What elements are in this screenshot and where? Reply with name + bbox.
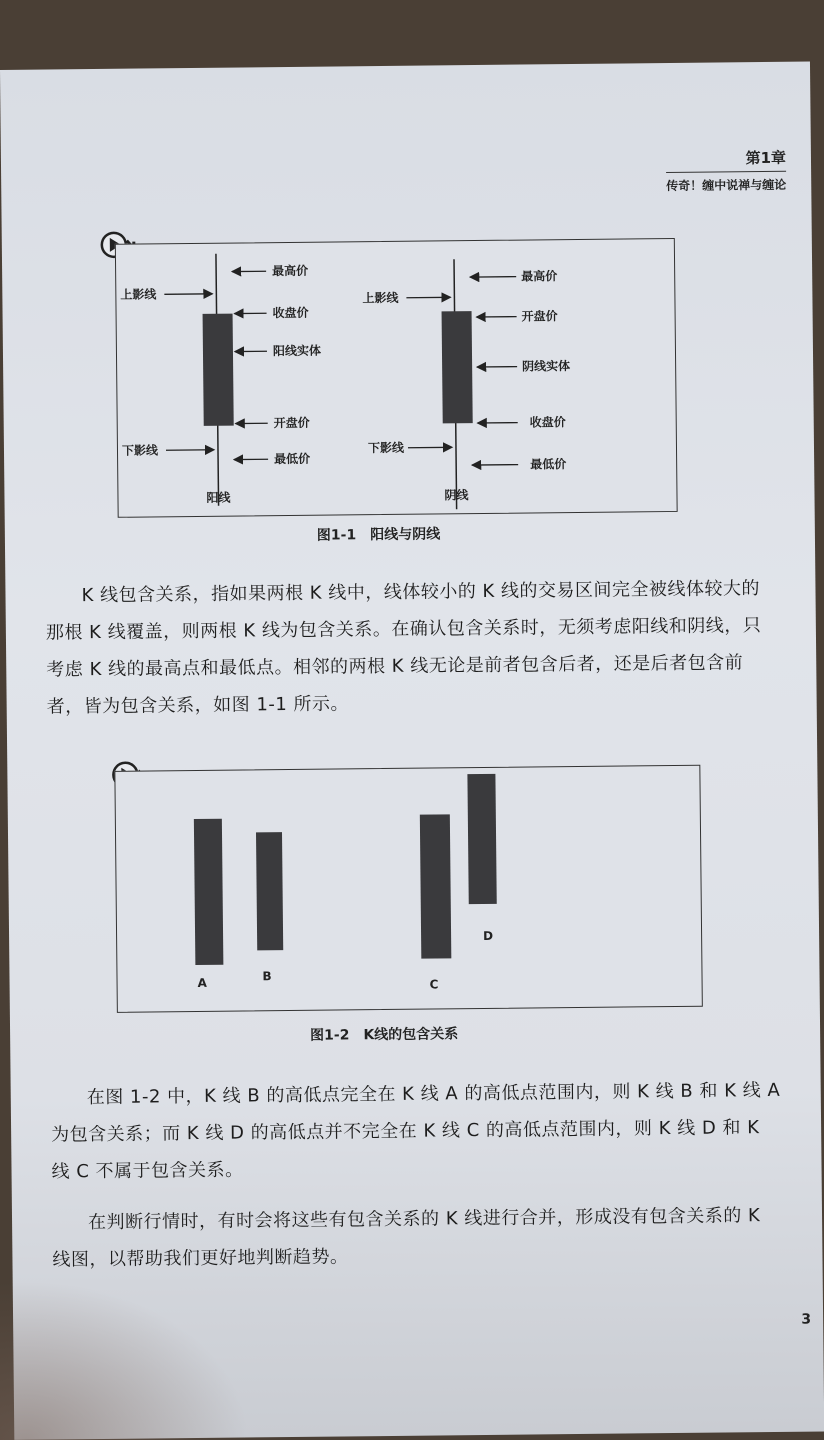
bar-b-label: B [262,969,272,984]
chapter-title: 传奇！缠中说禅与缠论 [666,177,787,194]
paragraph-2 [51,1072,782,1191]
bar-a-label: A [197,975,207,990]
yang-label-close: 收盘价 [272,305,309,321]
yang-label-open: 开盘价 [273,415,310,431]
yin-name: 阴线 [444,488,469,503]
paragraph-1 [45,570,777,726]
bar-b [256,832,283,950]
yang-lower-shadow: 下影线 [121,443,159,458]
figure-1-1-diagram [116,239,677,517]
yang-label-low: 最低价 [274,451,311,467]
yin-label-high: 最高价 [521,269,558,284]
chapter-number: 第1章 [666,147,786,173]
figure-1-1-caption: 图1-1 阳线与阴线 [316,526,441,544]
yin-lower-shadow: 下影线 [367,440,405,456]
figure-1-2-diagram [115,766,701,1012]
paragraph-1-text: K 线包含关系，指如果两根 K 线中，线体较小的 K 线的交易区间完全被线体较大的那根 K 线覆盖，则两根 K 线为包含关系。在确认包含关系时，无须考虑阳线和阴线，只考虑 K 线的最高点和最低点。相邻的两根 K 线无论是前者包含后者，还是后者包含前者，皆为包含关系，如图 1-1 所示。 [45,578,762,718]
yin-upper-shadow: 上影线 [362,290,399,306]
yang-name: 阳线 [206,490,231,505]
bar-c-label: C [429,977,439,992]
yin-label-close: 收盘价 [529,415,566,430]
paragraph-3 [52,1197,783,1279]
paragraph-3-text: 在判断行情时，有时会将这些有包含关系的 K 线进行合并，形成没有包含关系的 K 线图，以帮助我们更好地判断趋势。 [52,1205,761,1271]
yang-label-high: 最高价 [272,263,309,279]
yin-label-body: 阴线实体 [522,359,571,374]
yin-body [442,311,473,423]
bar-d-label: D [483,928,494,943]
running-head [666,147,786,194]
hand-shadow [0,1280,250,1440]
bar-c [420,814,452,958]
yin-label-low: 最低价 [530,457,567,472]
bar-d [467,774,496,904]
yang-body [203,314,234,426]
yang-label-body: 阳线实体 [272,343,322,359]
book-page [0,62,824,1440]
bar-a [194,819,224,965]
yang-upper-shadow: 上影线 [120,287,157,302]
figure-1-2-frame [114,765,703,1013]
figure-1-2-caption: 图1-2 K线的包含关系 [310,1026,459,1044]
page-number: 3 [801,1311,812,1328]
figure-1-1-frame [115,238,678,518]
paragraph-2-text: 在图 1-2 中，K 线 B 的高低点完全在 K 线 A 的高低点范围内，则 K 线 B 和 K 线 A 为包含关系；而 K 线 D 的高低点并不完全在 K 线 C 的高低点范围内，则 K 线 D 和 K 线 C 不属于包含关系。 [51,1079,781,1183]
yin-label-open: 开盘价 [521,309,558,324]
